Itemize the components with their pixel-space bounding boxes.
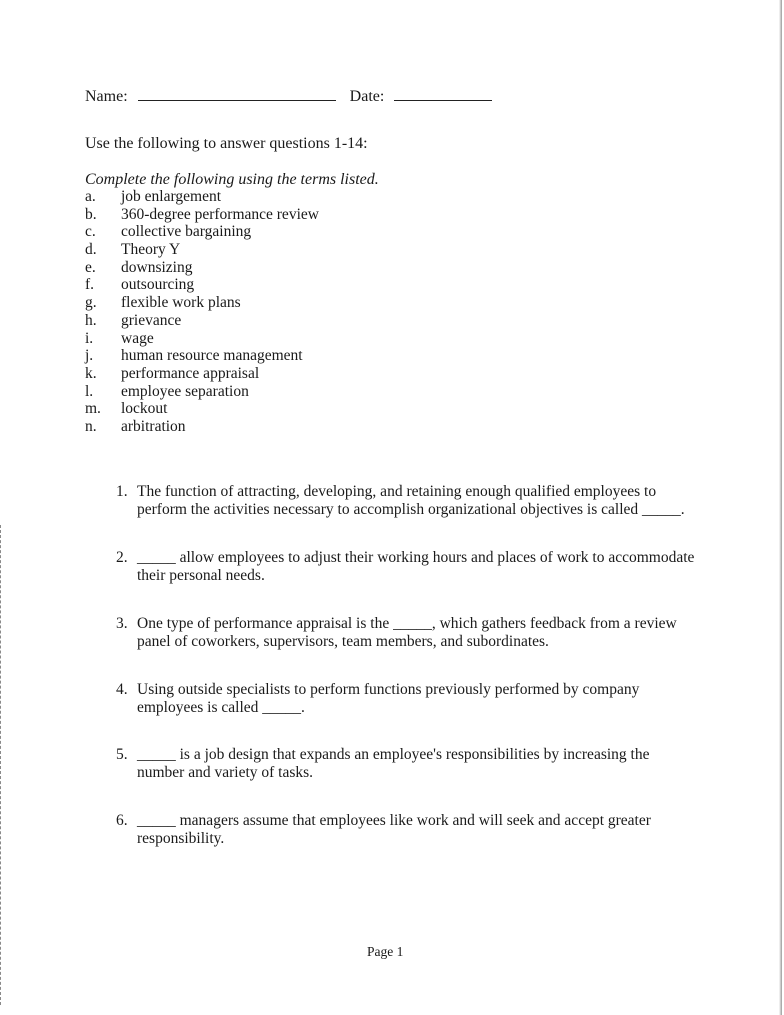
question-number: 5.: [116, 746, 128, 763]
term-item: [85, 400, 319, 418]
question-item: [116, 681, 696, 717]
term-text: outsourcing: [121, 276, 195, 294]
term-item: [85, 223, 319, 241]
term-item: [85, 259, 319, 277]
term-letter: h.: [85, 311, 97, 329]
term-letter: g.: [85, 294, 97, 312]
question-item: [116, 549, 696, 585]
term-text: performance appraisal: [121, 364, 260, 382]
term-text: human resource management: [121, 347, 303, 365]
term-item: [85, 347, 319, 365]
term-item: [85, 365, 319, 383]
term-letter: c.: [85, 223, 96, 241]
term-item: [85, 330, 319, 348]
date-label: Date:: [349, 88, 385, 105]
term-item: [85, 188, 319, 206]
header-row: [85, 86, 492, 106]
question-text: One type of performance appraisal is the _____, which gathers feedback from a review panel of coworkers, supervisors, team members, and subordinates.: [137, 615, 677, 650]
question-item: [116, 746, 696, 782]
question-number: 6.: [116, 812, 128, 829]
date-blank-line: [394, 86, 492, 101]
term-item: [85, 206, 319, 224]
term-text: arbitration: [121, 417, 186, 435]
term-letter: f.: [85, 276, 95, 294]
question-text: _____ is a job design that expands an employee's responsibilities by increasing the number and variety of tasks.: [137, 746, 650, 781]
term-letter: n.: [85, 417, 97, 435]
intro-text: Use the following to answer questions 1-14:: [85, 135, 368, 152]
question-text: _____ managers assume that employees like work and will seek and accept greater responsibility.: [137, 812, 651, 847]
question-number: 1.: [116, 483, 128, 500]
term-text: wage: [121, 329, 154, 347]
term-letter: l.: [85, 382, 94, 400]
scan-edge-shadow: [779, 0, 782, 1015]
term-text: employee separation: [121, 382, 249, 400]
term-letter: a.: [85, 188, 96, 205]
term-text: Theory Y: [121, 241, 181, 259]
term-text: flexible work plans: [121, 294, 241, 312]
question-number: 2.: [116, 549, 128, 566]
scan-left-artifact: [0, 525, 3, 1005]
question-text: Using outside specialists to perform functions previously performed by company employees is called _____.: [137, 681, 640, 716]
term-text: downsizing: [121, 258, 193, 276]
term-text: 360-degree performance review: [121, 205, 319, 223]
term-letter: e.: [85, 258, 96, 276]
term-item: [85, 418, 319, 436]
term-item: [85, 312, 319, 330]
name-blank-line: [138, 86, 336, 101]
term-text: lockout: [121, 400, 168, 418]
question-text: _____ allow employees to adjust their working hours and places of work to accommodate their personal needs.: [137, 549, 695, 584]
term-letter: k.: [85, 364, 97, 382]
term-letter: d.: [85, 241, 97, 259]
term-letter: i.: [85, 329, 94, 347]
term-item: [85, 241, 319, 259]
name-label: Name:: [85, 88, 128, 105]
question-item: [116, 483, 696, 519]
question-number: 3.: [116, 615, 128, 632]
term-item: [85, 383, 319, 401]
term-item: [85, 276, 319, 294]
term-letter: b.: [85, 205, 97, 223]
term-text: job enlargement: [121, 188, 222, 205]
question-item: [116, 812, 696, 848]
page-number: Page 1: [367, 944, 404, 959]
term-letter: j.: [85, 347, 94, 365]
question-text: The function of attracting, developing, and retaining enough qualified employees to perform the activities necessary to accomplish organizational objectives is called _____.: [137, 483, 685, 518]
instruction-text: Complete the following using the terms listed.: [85, 171, 379, 188]
term-item: [85, 294, 319, 312]
question-number: 4.: [116, 681, 128, 698]
term-text: grievance: [121, 311, 182, 329]
terms-list: [85, 188, 319, 436]
question-item: [116, 615, 696, 651]
term-letter: m.: [85, 400, 101, 418]
term-text: collective bargaining: [121, 223, 252, 241]
